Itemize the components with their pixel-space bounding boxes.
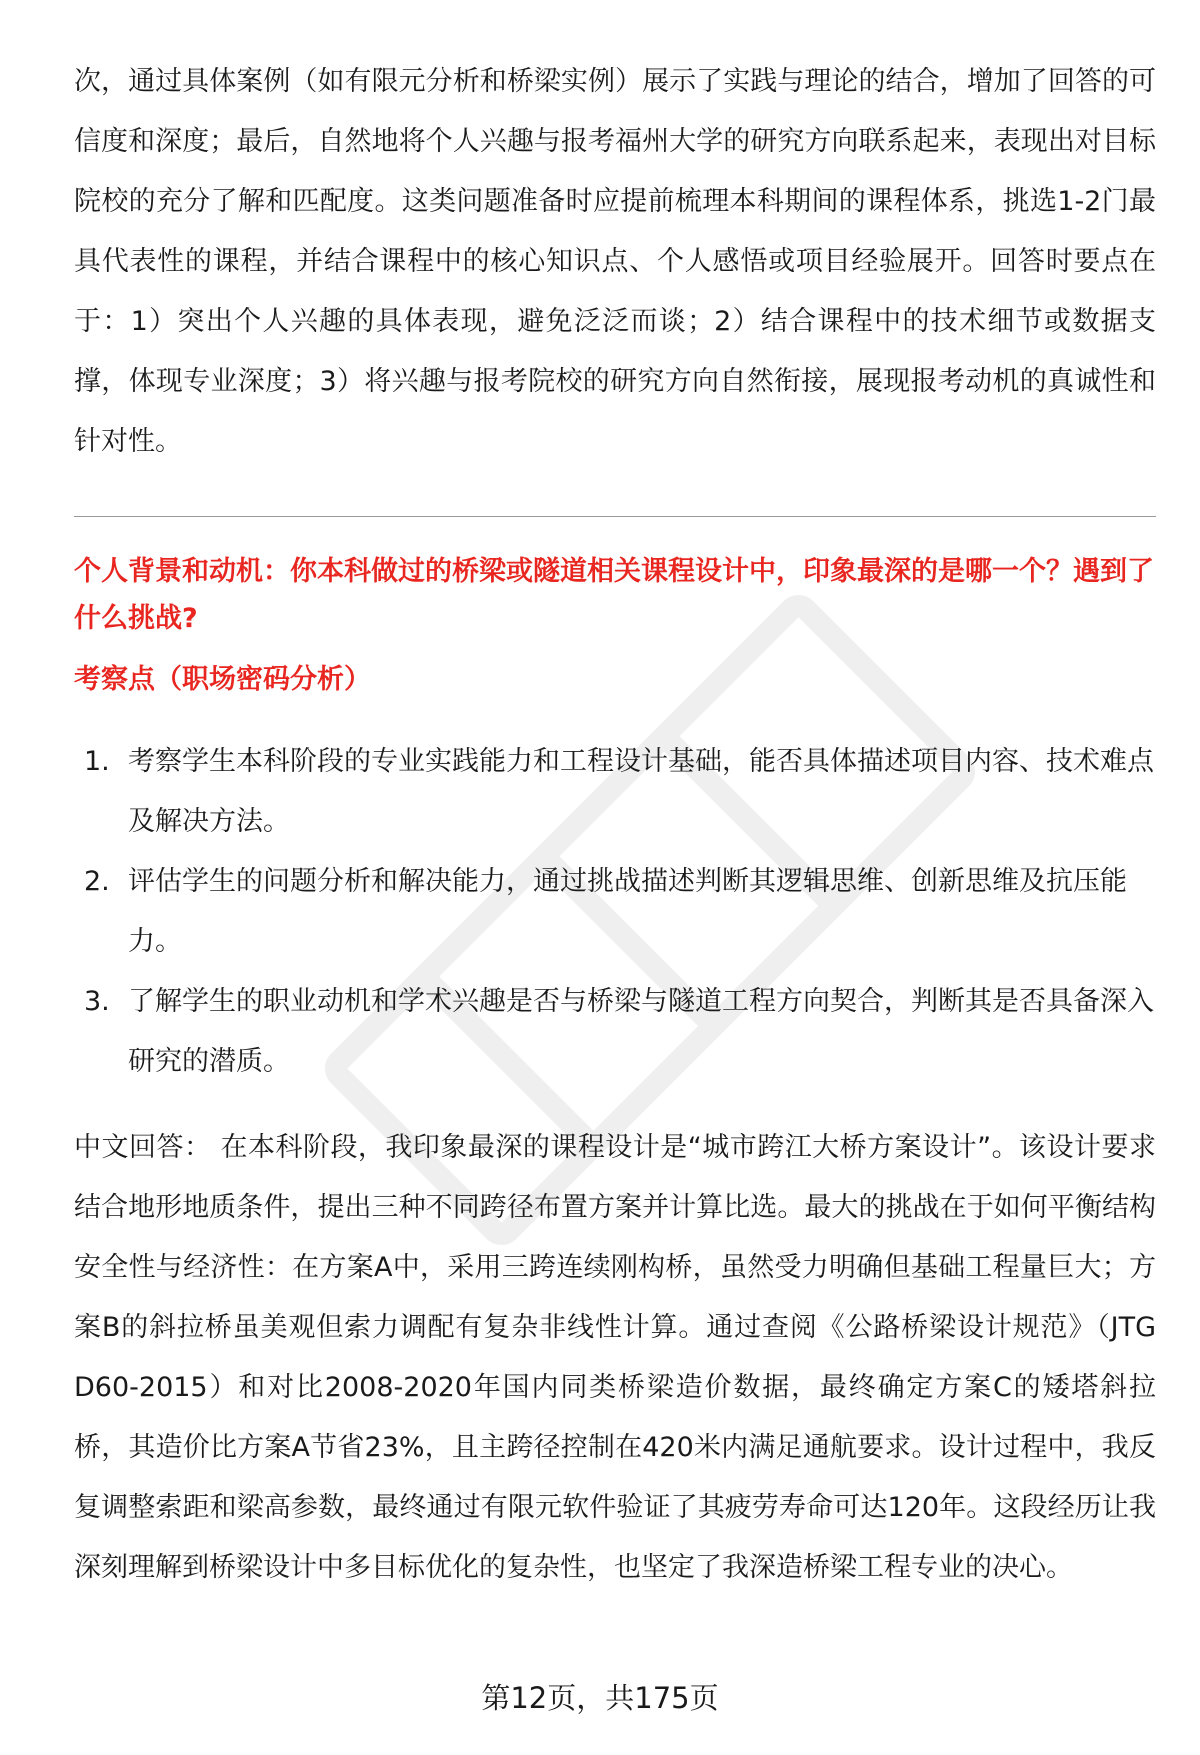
list-item-number: 3.	[84, 986, 110, 1017]
list-item-number: 2.	[84, 866, 110, 897]
list-item	[74, 852, 1156, 972]
answer-paragraph: 中文回答： 在本科阶段，我印象最深的课程设计是“城市跨江大桥方案设计”。该设计要求结合地形地质条件，提出三种不同跨径布置方案并计算比选。最大的挑战在于如何平衡结构安全性与经济性：在方案A中，采用三跨连续刚构桥，虽然受力明确但基础工程量巨大；方案B的斜拉桥虽美观但索力调配有复杂非线性计算。通过查阅《公路桥梁设计规范》（JTG D60-2015）和对比2008-2020年国内同类桥梁造价数据，最终确定方案C的矮塔斜拉桥，其造价比方案A节省23%，且主跨径控制在420米内满足通航要求。设计过程中，我反复调整索距和梁高参数，最终通过有限元软件验证了其疲劳寿命可达120年。这段经历让我深刻理解到桥梁设计中多目标优化的复杂性，也坚定了我深造桥梁工程专业的决心。	[74, 1132, 1156, 1583]
page-number: 第12页，共175页	[481, 1681, 719, 1715]
list-item-text: 了解学生的职业动机和学术兴趣是否与桥梁与隧道工程方向契合，判断其是否具备深入研究的潜质。	[128, 986, 1154, 1077]
list-item	[74, 972, 1156, 1092]
question-heading: 个人背景和动机：你本科做过的桥梁或隧道相关课程设计中，印象最深的是哪一个？遇到了什么挑战?	[74, 556, 1154, 634]
section-divider	[74, 516, 1156, 517]
section-title: 考察点（职场密码分析）	[74, 664, 371, 695]
intro-paragraph: 次，通过具体案例（如有限元分析和桥梁实例）展示了实践与理论的结合，增加了回答的可信度和深度；最后，自然地将个人兴趣与报考福州大学的研究方向联系起来，表现出对目标院校的充分了解和匹配度。这类问题准备时应提前梳理本科期间的课程体系，挑选1-2门最具代表性的课程，并结合课程中的核心知识点、个人感悟或项目经验展开。回答时要点在于：1）突出个人兴趣的具体表现，避免泛泛而谈；2）结合课程中的技术细节或数据支撑，体现专业深度；3）将兴趣与报考院校的研究方向自然衔接，展现报考动机的真诚性和针对性。	[74, 66, 1156, 457]
list-item-number: 1.	[84, 746, 110, 777]
assessment-points-list	[74, 732, 1156, 1092]
list-item-text: 评估学生的问题分析和解决能力，通过挑战描述判断其逻辑思维、创新思维及抗压能力。	[128, 866, 1127, 957]
list-item-text: 考察学生本科阶段的专业实践能力和工程设计基础，能否具体描述项目内容、技术难点及解决方法。	[128, 746, 1154, 837]
list-item	[74, 732, 1156, 852]
